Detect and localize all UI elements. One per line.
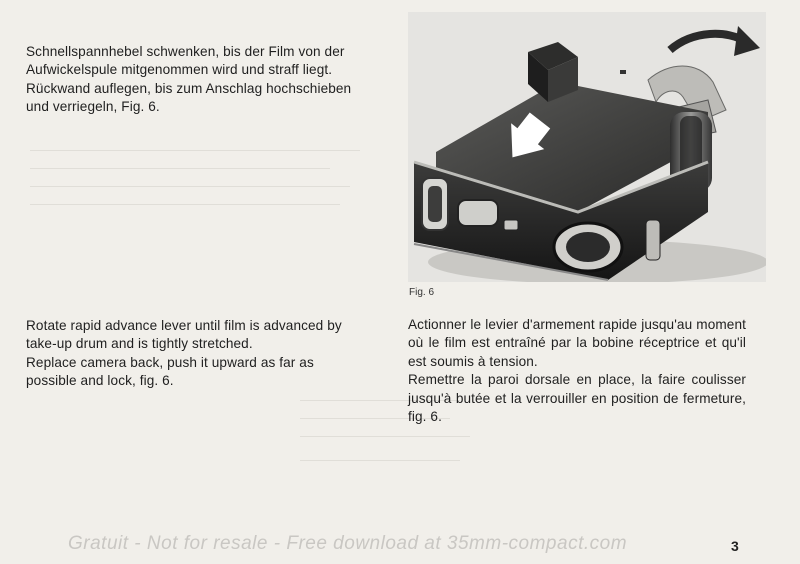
- french-paragraph-2: Remettre la paroi dorsale en place, la faire coulisser jusqu'à butée et la verrouiller en position de fermeture, fig. 6.: [408, 372, 746, 425]
- camera-illustration: [408, 12, 766, 282]
- english-paragraph-1: Rotate rapid advance lever until film is advanced by take-up drum and is tightly stretched.: [26, 318, 342, 352]
- french-instructions: [408, 316, 746, 426]
- camera-photo: [408, 12, 766, 282]
- german-paragraph-1: Schnellspannhebel schwenken, bis der Film von der Aufwickelspule mitgenommen wird und straff liegt.: [26, 44, 345, 78]
- german-paragraph-2: Rückwand auflegen, bis zum Anschlag hochschieben und verriegeln, Fig. 6.: [26, 80, 352, 115]
- english-paragraph-2: Replace camera back, push it upward as far as possible and lock, fig. 6.: [26, 354, 314, 389]
- page-number: 3: [731, 538, 739, 554]
- watermark-text: Gratuit - Not for resale - Free download at 35mm-compact.com: [68, 533, 628, 554]
- german-instructions: [26, 43, 364, 117]
- french-paragraph-1: Actionner le levier d'armement rapide jusqu'au moment où le film est entraîné par la bobine réceptrice et qu'il est soumis à tension.: [408, 317, 746, 369]
- english-instructions: [26, 317, 364, 391]
- figure-caption: Fig. 6: [409, 287, 435, 298]
